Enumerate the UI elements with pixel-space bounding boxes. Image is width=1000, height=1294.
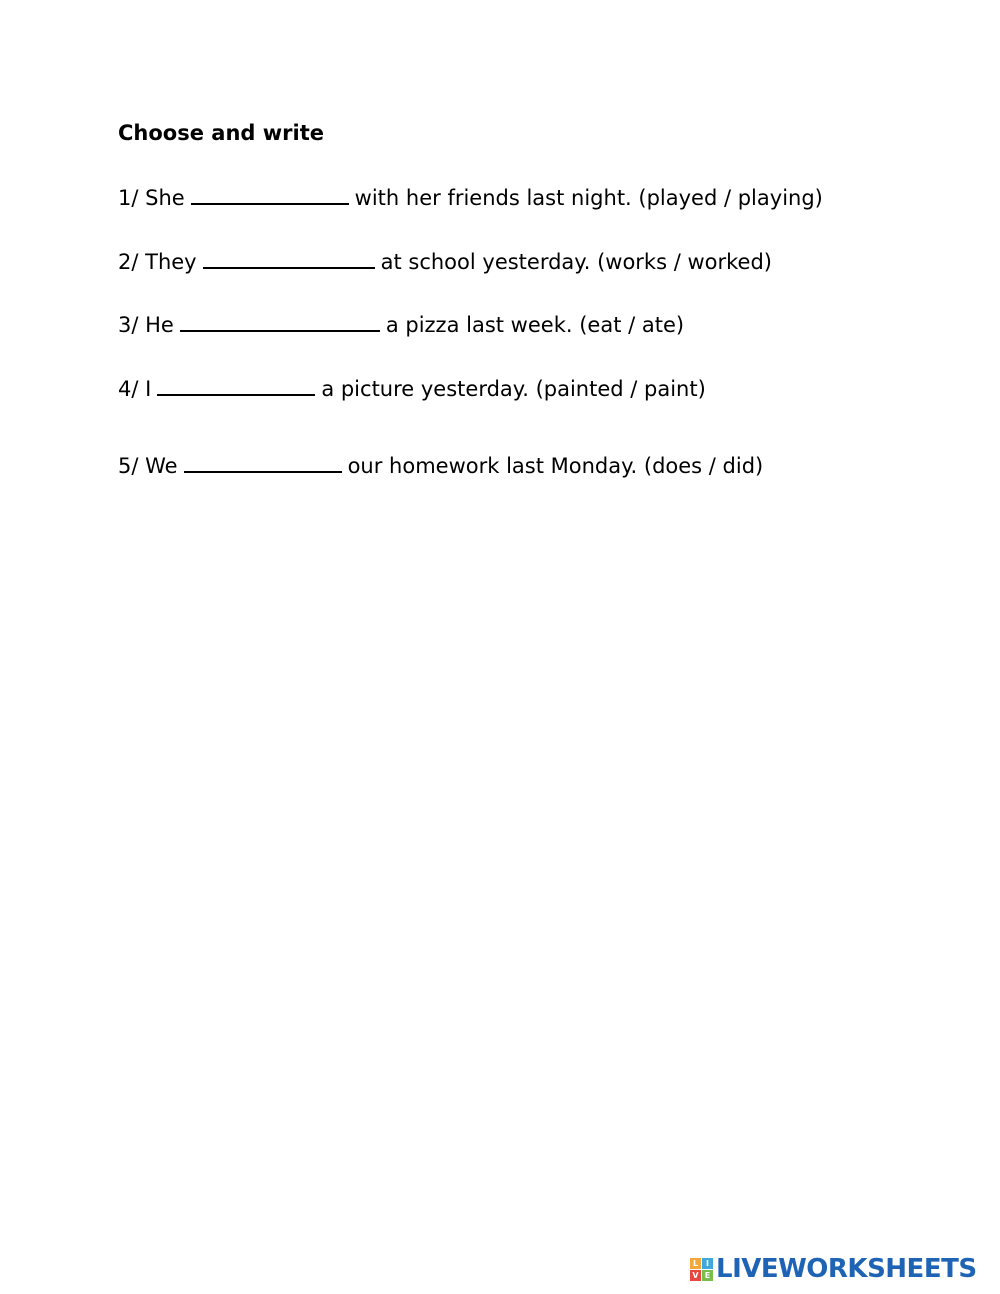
logo-mark-letter: E (702, 1270, 713, 1281)
question-3-prefix: 3/ He (118, 313, 174, 337)
question-1 (118, 185, 823, 210)
answer-blank-5[interactable] (184, 453, 342, 473)
logo-mark-icon (690, 1258, 713, 1281)
answer-blank-3[interactable] (180, 312, 380, 332)
question-5 (118, 453, 763, 478)
question-2-suffix: at school yesterday. (works / worked) (380, 250, 772, 274)
question-5-suffix: our homework last Monday. (does / did) (347, 454, 764, 478)
question-1-prefix: 1/ She (118, 186, 185, 210)
logo-text: LIVEWORKSHEETS (716, 1254, 977, 1284)
question-1-suffix: with her friends last night. (played / playing) (354, 186, 823, 210)
logo-mark-letter: I (702, 1258, 713, 1269)
question-3 (118, 312, 684, 337)
answer-blank-4[interactable] (157, 376, 315, 396)
question-3-suffix: a pizza last week. (eat / ate) (385, 313, 685, 337)
question-4-prefix: 4/ I (118, 377, 152, 401)
liveworksheets-logo (690, 1253, 977, 1285)
question-4-suffix: a picture yesterday. (painted / paint) (321, 377, 706, 401)
question-2 (118, 249, 772, 274)
worksheet-title: Choose and write (118, 121, 324, 145)
question-2-prefix: 2/ They (118, 250, 197, 274)
logo-mark-letter: L (690, 1258, 701, 1269)
answer-blank-2[interactable] (203, 249, 375, 269)
question-5-prefix: 5/ We (118, 454, 178, 478)
logo-mark-letter: V (690, 1270, 701, 1281)
answer-blank-1[interactable] (191, 185, 349, 205)
question-4 (118, 376, 706, 401)
